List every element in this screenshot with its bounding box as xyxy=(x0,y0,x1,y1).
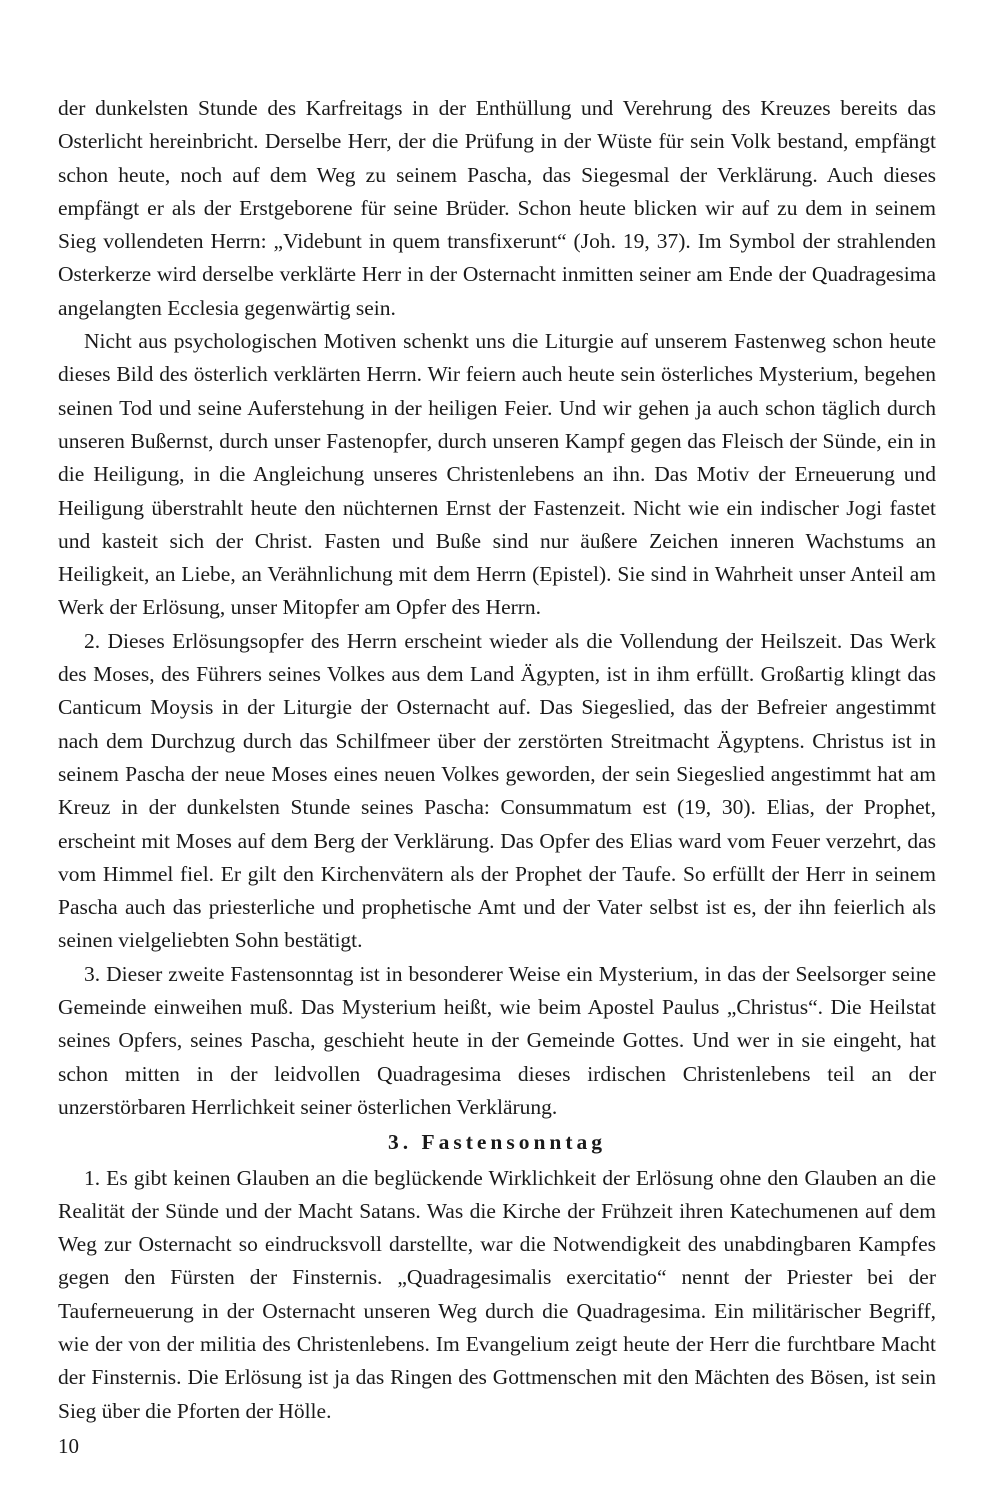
section-heading: 3. Fastensonntag xyxy=(387,1130,607,1155)
paragraph-continuation: der dunkelsten Stunde des Karfreitags in der Enthüllung und Verehrung des Kreuzes bereits das Osterlicht hereinbricht. Derselbe Herr, der die Prüfung in der Wüste für sein Volk bestand, empfängt schon heute, noch auf dem Weg zu seinem Pascha, das Siegesmal der Verklärung. Auch dieses empfängt er als der Erstgeborene für seine Brüder. Schon heute blicken wir auf zu dem in seinem Sieg vollendeten Herrn: „Videbunt in quem transfixerunt“ (Joh. 19, 37). Im Symbol der strahlenden Osterkerze wird derselbe verklärte Herr in der Osternacht inmitten seiner am Ende der Quadragesima angelangten Ecclesia gegenwärtig sein. xyxy=(58,96,936,320)
paragraph-point-2: 2. Dieses Erlösungsopfer des Herrn erscheint wieder als die Vollendung der Heilszeit. Das Werk des Moses, des Führers seines Volkes aus dem Land Ägypten, ist in ihm erfüllt. Großartig klingt das Canticum Moysis in der Liturgie der Osternacht auf. Das Siegeslied, das der Befreier angestimmt nach dem Durchzug durch das Schilfmeer über der zerstörten Streitmacht Ägyptens. Christus ist in seinem Pascha der neue Moses eines neuen Volkes geworden, der sein Siegeslied angestimmt hat am Kreuz in der dunkelsten Stunde seines Pascha: Consummatum est (19, 30). Elias, der Prophet, erscheint mit Moses auf dem Berg der Verklärung. Das Opfer des Elias ward vom Feuer verzehrt, das vom Himmel fiel. Er gilt den Kirchenvätern als der Prophet der Taufe. So erfüllt der Herr in seinem Pascha auch das priesterliche und prophetische Amt und der Vater selbst ist es, der ihn feierlich als seinen vielgeliebten Sohn bestätigt. xyxy=(58,628,936,953)
page-number: 10 xyxy=(58,1434,79,1458)
paragraph-section-point-1: 1. Es gibt keinen Glauben an die beglückende Wirklichkeit der Erlösung ohne den Glauben an die Realität der Sünde und der Macht Satans. Was die Kirche der Frühzeit ihren Katechumenen auf dem Weg zur Osternacht so eindrucksvoll darstellte, war die Notwendigkeit des unabdingbaren Kampfes gegen den Fürsten der Finsternis. „Quadragesimalis exercitatio“ nennt der Priester bei der Tauferneuerung in der Osternacht unseren Weg durch die Quadragesima. Ein militärischer Begriff, wie der von der militia des Christenlebens. Im Evangelium zeigt heute der Herr die furchtbare Macht der Finsternis. Die Erlösung ist ja das Ringen des Gottmenschen mit den Mächten des Bösen, ist sein Sieg über die Pforten der Hölle. xyxy=(58,1165,936,1423)
page-body xyxy=(58,92,936,1428)
paragraph-point-3: 3. Dieser zweite Fastensonntag ist in besonderer Weise ein Mysterium, in das der Seelsorger seine Gemeinde einweihen muß. Das Mysterium heißt, wie beim Apostel Paulus „Christus“. Die Heilstat seines Opfers, seines Pascha, geschieht heute in der Gemeinde Gottes. Und wer in sie eingeht, hat schon mitten in der leidvollen Quadragesima dieses irdischen Christenlebens teil an der unzerstörbaren Herrlichkeit seiner österlichen Verklärung. xyxy=(58,961,936,1119)
paragraph-liturgy-motives: Nicht aus psychologischen Motiven schenkt uns die Liturgie auf unserem Fastenweg schon heute dieses Bild des österlich verklärten Herrn. Wir feiern auch heute sein österliches Mysterium, begehen seinen Tod und seine Auferstehung in der heiligen Feier. Und wir gehen ja auch schon täglich durch unseren Bußernst, durch unser Fastenopfer, durch unseren Kampf gegen das Fleisch der Sünde, ein in die Heiligung, in die Angleichung unseres Christenlebens an ihn. Das Motiv der Erneuerung und Heiligung überstrahlt heute den nüchternen Ernst der Fastenzeit. Nicht wie ein indischer Jogi fastet und kasteit sich der Christ. Fasten und Buße sind nur äußere Zeichen inneren Wachstums an Heiligkeit, an Liebe, an Verähnlichung mit dem Herrn (Epistel). Sie sind in Wahrheit unser Anteil am Werk der Erlösung, unser Mitopfer am Opfer des Herrn. xyxy=(58,329,936,620)
